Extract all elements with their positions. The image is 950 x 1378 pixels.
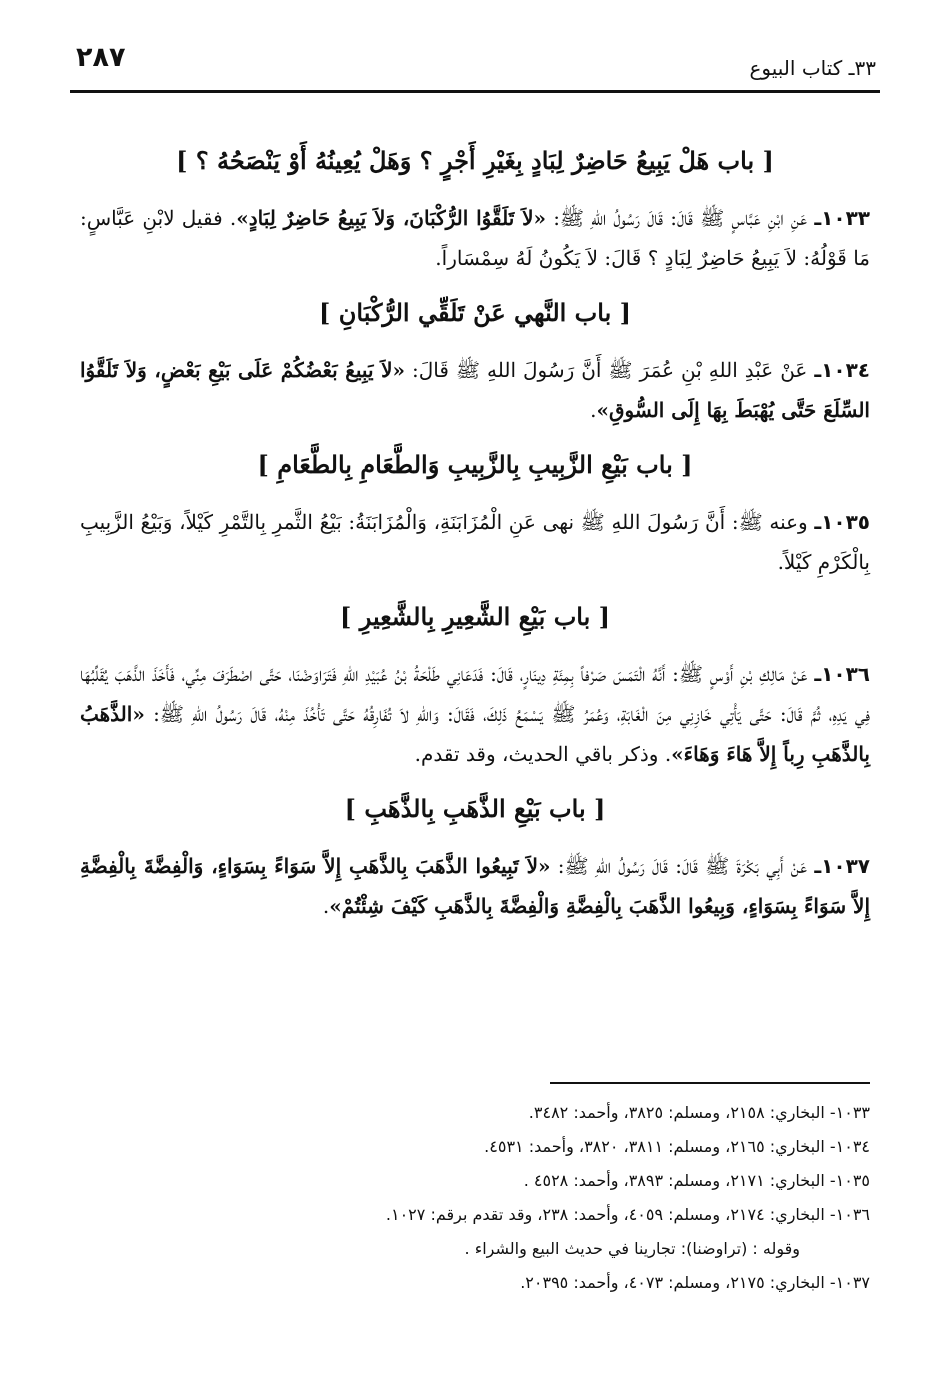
hadith-number: ١٠٣٦ـ	[814, 662, 870, 686]
hadith-text: عَنْ مَالِكِ بْنِ أَوْسٍ ﷺ: أَنَّهُ الْتَمَسَ صَرْفاً بِمِئَةِ دِينَارٍ، قَالَ: فَدَعَانِي طَلْحَةُ بْنُ عُبَيْدِ اللهِ فَتَرَاوَضْنَا، حَتَّى اصْطَرَفَ مِنِّي، فَأَخَذَ الذَّهَبَ يُقَلِّبُهَا فِي يَدِهِ، ثُمَّ قَالَ: حَتَّى يَأْتِي خَازِنِي مِنَ الْغَابَةِ، وَعُمَرُ ﷺ يَسْمَعُ ذَلِكَ، فَقَالَ: وَاللهِ لاَ تُفَارِقُهُ حَتَّى تَأْخُذَ مِنْهُ، قَالَ رَسُولُ اللهِ ﷺ:	[80, 662, 870, 726]
footnote-divider	[550, 1082, 870, 1084]
hadith-quote: «لاَ يَبِيعُ بَعْضُكُمْ عَلَى بَيْعِ بَعْضٍ، وَلاَ تَلَقَّوُا السِّلَعَ حَتَّى يُهْبَطَ بِهَا إِلَى السُّوقِ»	[80, 358, 870, 422]
hadith-tail: .	[590, 398, 597, 422]
footnote-1036: ١٠٣٦- البخاري: ٢١٧٤، ومسلم: ٤٠٥٩، وأحمد: ٢٣٨، وقد تقدم برقم: ١٠٢٧.	[385, 1205, 870, 1224]
section-1033	[80, 140, 870, 278]
hadith-1036	[80, 654, 870, 774]
section-1035	[80, 444, 870, 582]
hadith-number: ١٠٣٤ـ	[814, 358, 870, 382]
footnote-gloss: وقوله : (تراوضنا): تجارينا في حديث البيع والشراء .	[464, 1239, 800, 1258]
chapter-heading: [ باب بَيْعِ الزَّبِيبِ بِالزَّبِيبِ وَالطَّعَامِ بِالطَّعَامِ ]	[257, 450, 693, 479]
chapter-heading: [ باب النَّهي عَنْ تَلَقِّي الرُّكْبَانِ ]	[319, 298, 631, 327]
hadith-number: ١٠٣٣ـ	[814, 206, 870, 230]
page-header	[70, 40, 880, 93]
hadith-tail: . وذكر باقي الحديث، وقد تقدم.	[414, 742, 672, 766]
hadith-1033	[80, 198, 870, 278]
section-1037	[80, 788, 870, 926]
running-title: ٣٣ـ كتاب البيوع	[749, 56, 876, 80]
hadith-quote: «الذَّهَبُ بِالذَّهَبِ رِباً إِلاَّ هَاءَ وَهَاءَ»	[80, 702, 870, 766]
chapter-heading: [ باب هَلْ يَبِيعُ حَاضِرٌ لِبَادٍ بِغَيْرِ أَجْرٍ ؟ وَهَلْ يُعِينُهُ أَوْ يَنْصَحُهُ ؟ ]	[176, 146, 774, 175]
section-1034	[80, 292, 870, 430]
hadith-1034	[80, 350, 870, 430]
page-body	[80, 140, 870, 940]
section-1036	[80, 596, 870, 774]
page-number: ٢٨٧	[76, 42, 126, 73]
hadith-text: عَنْ عَبْدِ اللهِ بْنِ عُمَرَ ﷺ أَنَّ رَسُولَ اللهِ ﷺ قَالَ:	[405, 358, 815, 382]
hadith-text: وعنه ﷺ: أَنَّ رَسُولَ اللهِ ﷺ نهى عَنِ الْمُزَابَنَةِ، وَالْمُزَابَنَةُ: بَيْعُ الثَّمرِ بِالتَّمْرِ كَيْلاً، وَبَيْعُ الزَّبِيبِ بِالْكَرْمِ كَيْلاً.	[80, 510, 870, 574]
hadith-number: ١٠٣٥ـ	[814, 510, 870, 534]
hadith-text: عَنِ ابْنِ عَبَّاسٍ ﷺ قَالَ: قَالَ رَسُولُ اللهِ ﷺ:	[546, 206, 815, 230]
hadith-tail: .	[322, 894, 330, 918]
footnote-1033: ١٠٣٣- البخاري: ٢١٥٨، ومسلم: ٣٨٢٥، وأحمد: ٣٤٨٢.	[528, 1103, 870, 1122]
footnotes	[80, 1096, 870, 1300]
hadith-1037	[80, 846, 870, 926]
footnote-1034: ١٠٣٤- البخاري: ٢١٦٥، ومسلم: ٣٨١١، ٣٨٢٠، وأحمد: ٤٥٣١.	[484, 1137, 870, 1156]
chapter-heading: [ باب بَيْعِ الشَّعِيرِ بِالشَّعِيرِ ]	[340, 602, 610, 631]
footnote-1035: ١٠٣٥- البخاري: ٢١٧١، ومسلم: ٣٨٩٣، وأحمد: ٤٥٢٨ .	[523, 1171, 870, 1190]
chapter-heading: [ باب بَيْعِ الذَّهَبِ بِالذَّهَبِ ]	[344, 794, 606, 823]
hadith-1035	[80, 502, 870, 582]
hadith-number: ١٠٣٧ـ	[814, 854, 870, 878]
footnote-1037: ١٠٣٧- البخاري: ٢١٧٥، ومسلم: ٤٠٧٣، وأحمد: ٢٠٣٩٥.	[520, 1273, 870, 1292]
hadith-text: عَنْ أَبِي بَكْرَةَ ﷺ قَالَ: قَالَ رَسُولُ اللهِ ﷺ:	[550, 854, 815, 878]
hadith-tail: . فقيل لابْنِ عَبَّاسٍ: مَا قَوْلُهُ: لاَ يَبِيعُ حَاضِرٌ لِبَادٍ ؟ قَالَ: لاَ يَكُونُ لَهُ سِمْسَاراً.	[80, 206, 870, 270]
hadith-quote: «لاَ تَلَقَّوُا الرُّكْبَانَ، وَلاَ يَبِيعُ حَاضِرٌ لِبَادٍ»	[236, 206, 546, 230]
hadith-quote: «لاَ تَبِيعُوا الذَّهَبَ بِالذَّهَبِ إِلاَّ سَوَاءً بِسَوَاءٍ، وَالْفِضَّةَ بِالْفِضَّةِ إِلاَّ سَوَاءً بِسَوَاءٍ، وَبِيعُوا الذَّهَبَ بِالْفِضَّةِ وَالْفِضَّةَ بِالذَّهَبِ كَيْفَ شِئْتُمْ»	[80, 854, 870, 918]
